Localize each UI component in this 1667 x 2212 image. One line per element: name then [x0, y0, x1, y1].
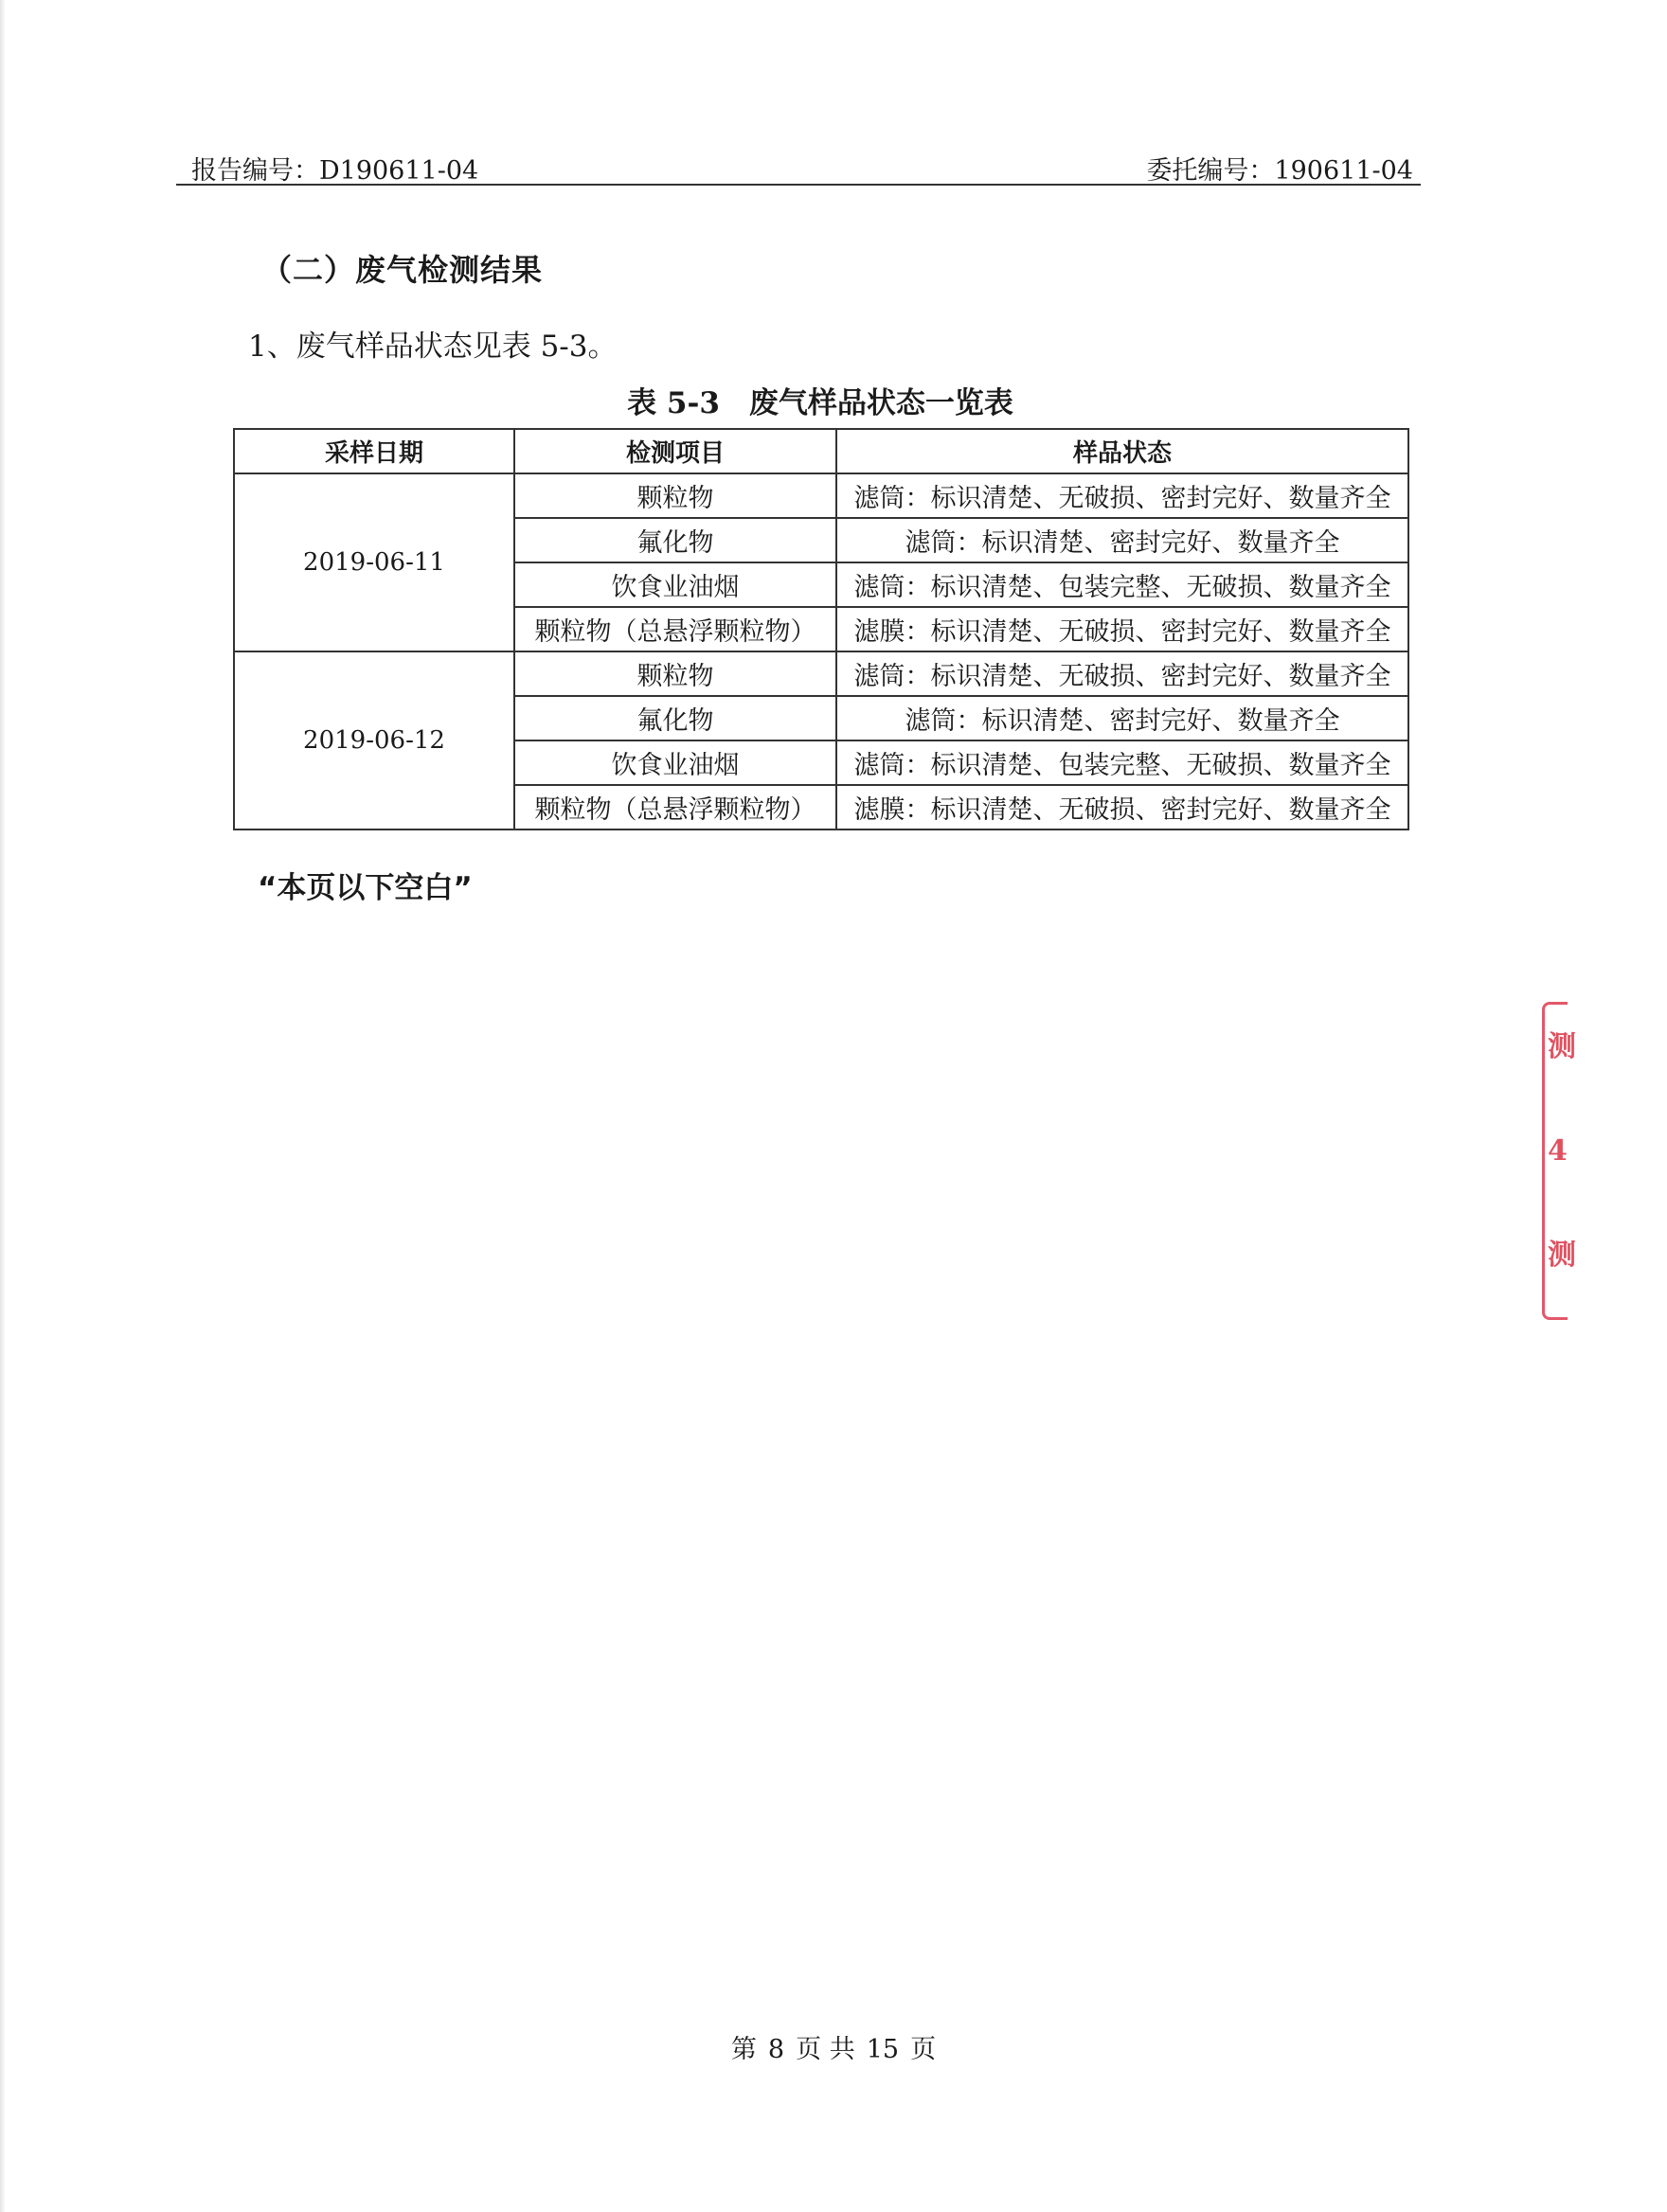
header-test-item: 检测项目 [514, 429, 836, 473]
seal-glyph: 测 [1548, 1030, 1576, 1063]
blank-below-note: “本页以下空白” [258, 871, 473, 905]
test-item-cell: 饮食业油烟 [514, 740, 836, 785]
sample-status-cell: 滤筒：标识清楚、包装完整、无破损、数量齐全 [836, 562, 1408, 607]
test-item-cell: 氟化物 [514, 696, 836, 740]
report-number: 报告编号：D190611-04 [191, 156, 479, 186]
test-item-cell: 氟化物 [514, 518, 836, 562]
header-sampling-date: 采样日期 [234, 429, 514, 473]
table-row [234, 651, 1408, 696]
footer-prefix: 第 [730, 2035, 757, 2064]
sample-status-cell: 滤膜：标识清楚、无破损、密封完好、数量齐全 [836, 785, 1408, 830]
sample-status-cell: 滤筒：标识清楚、无破损、密封完好、数量齐全 [836, 473, 1408, 518]
test-item-cell: 饮食业油烟 [514, 562, 836, 607]
current-page-number: 8 [767, 2035, 785, 2064]
sample-status-table [233, 428, 1409, 830]
test-item-cell: 颗粒物（总悬浮颗粒物） [514, 785, 836, 830]
sample-status-cell: 滤筒：标识清楚、包装完整、无破损、数量齐全 [836, 740, 1408, 785]
test-item-cell: 颗粒物（总悬浮颗粒物） [514, 607, 836, 651]
total-page-count: 15 [866, 2035, 900, 2064]
table-caption: 表 5-3 废气样品状态一览表 [627, 386, 1013, 420]
table-row [234, 473, 1408, 518]
seal-glyph: 4 [1548, 1134, 1568, 1168]
page-footer [0, 2028, 1667, 2065]
sample-status-cell: 滤筒：标识清楚、密封完好、数量齐全 [836, 696, 1408, 740]
sample-status-cell: 滤筒：标识清楚、无破损、密封完好、数量齐全 [836, 651, 1408, 696]
footer-middle: 页 共 [796, 2035, 855, 2064]
scan-edge-shadow [0, 0, 6, 2212]
test-item-cell: 颗粒物 [514, 651, 836, 696]
page-header [176, 144, 1421, 186]
seal-glyph: 测 [1548, 1239, 1576, 1272]
commission-number: 委托编号：190611-04 [1146, 156, 1413, 186]
section-title: （二）废气检测结果 [261, 252, 544, 288]
sampling-date-cell: 2019-06-12 [234, 651, 514, 830]
table-header-row [234, 429, 1408, 473]
red-seal-stamp [1542, 1002, 1576, 1320]
sample-status-cell: 滤膜：标识清楚、无破损、密封完好、数量齐全 [836, 607, 1408, 651]
sampling-date-cell: 2019-06-11 [234, 473, 514, 651]
sample-status-cell: 滤筒：标识清楚、密封完好、数量齐全 [836, 518, 1408, 562]
footer-suffix: 页 [910, 2035, 937, 2064]
intro-paragraph: 1、废气样品状态见表 5-3。 [248, 330, 618, 364]
test-item-cell: 颗粒物 [514, 473, 836, 518]
header-sample-status: 样品状态 [836, 429, 1408, 473]
